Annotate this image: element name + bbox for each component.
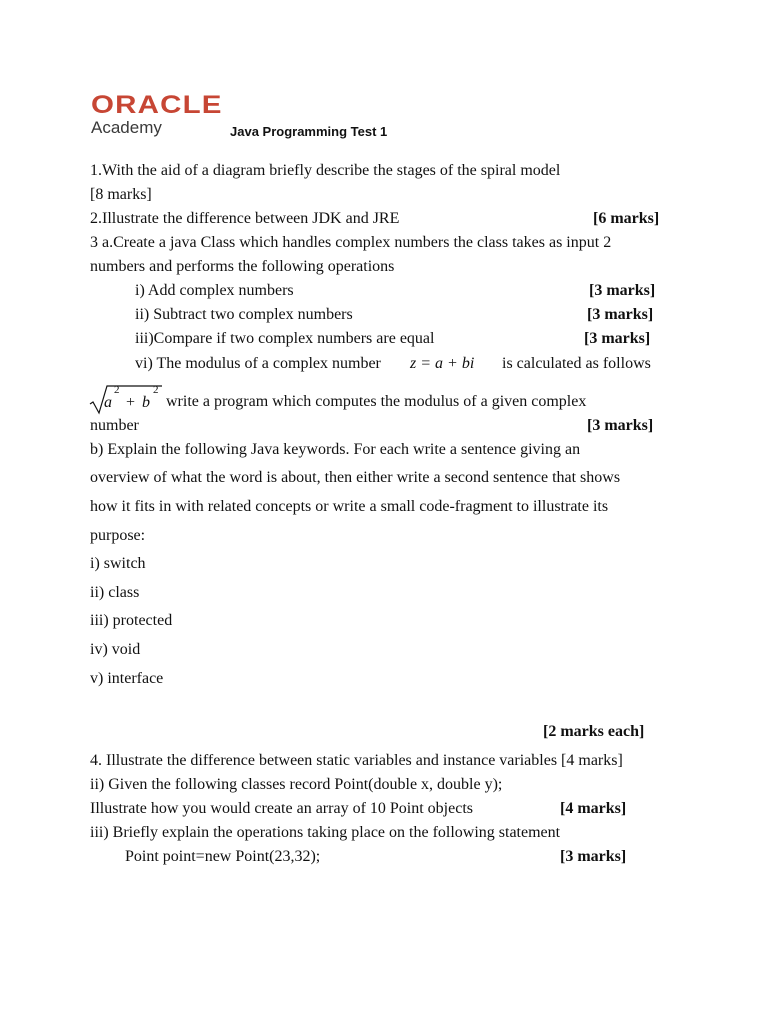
sqrt-exponent-b: 2	[153, 384, 159, 396]
oracle-logo-wordmark: ORACLE	[91, 91, 223, 119]
q4-line3: Illustrate how you would create an array of 10 Point objects	[90, 800, 473, 817]
q2-text: 2.Illustrate the difference between JDK and JRE	[90, 210, 400, 227]
q3-intro-line1: 3 a.Create a java Class which handles complex numbers the class takes as input 2	[90, 234, 612, 251]
q4-line5: Point point=new Point(23,32);	[125, 848, 321, 865]
q3-modulus-line3: number	[90, 417, 139, 434]
q3-item-compare: iii)Compare if two complex numbers are equal	[135, 330, 435, 347]
q2-marks: [6 marks]	[593, 210, 660, 227]
q4-line4: iii) Briefly explain the operations taking place on the following statement	[90, 824, 561, 841]
q3-item-subtract: ii) Subtract two complex numbers	[135, 306, 353, 323]
q3-item-add: i) Add complex numbers	[135, 282, 294, 299]
q3-modulus-prefix: vi) The modulus of a complex number	[135, 355, 381, 372]
q3b-line1: b) Explain the following Java keywords. For each write a sentence giving an	[90, 441, 581, 458]
academy-logo-subtitle: Academy	[91, 118, 162, 137]
q3-item-subtract-marks: [3 marks]	[587, 306, 654, 323]
q3-intro-line2: numbers and performs the following operations	[90, 258, 395, 275]
q3-modulus-formula: z = a + bi	[410, 355, 475, 372]
q3b-line4: purpose:	[90, 527, 146, 544]
q3b-marks: [2 marks each]	[543, 723, 645, 740]
q3-modulus-suffix: is calculated as follows	[502, 355, 651, 372]
sqrt-exponent-a: 2	[114, 384, 120, 396]
q1-marks: [8 marks]	[90, 186, 152, 203]
q1-text: 1.With the aid of a diagram briefly describe the stages of the spiral model	[90, 162, 561, 179]
sqrt-var-a: a	[104, 394, 112, 411]
q3-modulus-line2: write a program which computes the modulus of a given complex	[166, 393, 587, 410]
keyword-switch: i) switch	[90, 555, 146, 572]
q3-item-compare-marks: [3 marks]	[584, 330, 651, 347]
keyword-class: ii) class	[90, 584, 140, 601]
q4-line1: 4. Illustrate the difference between static variables and instance variables [4 marks]	[90, 752, 623, 769]
keyword-interface: v) interface	[90, 670, 164, 687]
keyword-void: iv) void	[90, 641, 141, 658]
test-title: Java Programming Test 1	[230, 124, 388, 139]
q4-line3-marks: [4 marks]	[560, 800, 627, 817]
sqrt-var-b: b	[142, 394, 150, 411]
q3b-line3: how it fits in with related concepts or write a small code-fragment to illustrate its	[90, 498, 609, 515]
keyword-protected: iii) protected	[90, 612, 173, 629]
q4-line5-marks: [3 marks]	[560, 848, 627, 865]
q3-modulus-marks: [3 marks]	[587, 417, 654, 434]
sqrt-plus: +	[126, 394, 136, 411]
q3b-line2: overview of what the word is about, then either write a second sentence that shows	[90, 469, 621, 486]
q3-item-add-marks: [3 marks]	[589, 282, 656, 299]
q4-line2: ii) Given the following classes record Point(double x, double y);	[90, 776, 503, 793]
